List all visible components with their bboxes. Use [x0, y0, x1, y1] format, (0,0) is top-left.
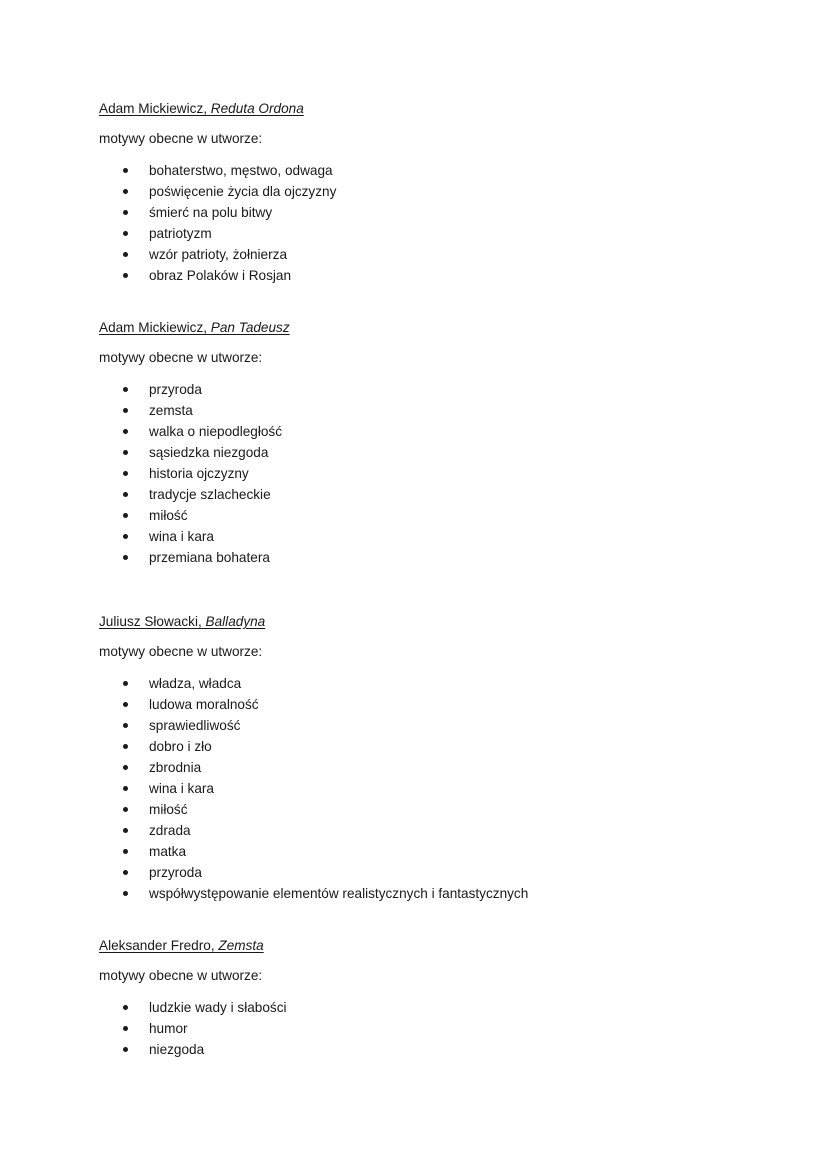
motif-item: bohaterstwo, męstwo, odwaga [99, 160, 789, 181]
motif-item: władza, władca [99, 673, 789, 694]
work-section [99, 100, 789, 286]
motifs-intro: motywy obecne w utworze: [99, 644, 263, 659]
motif-list [99, 379, 789, 568]
motif-item: sprawiedliwość [99, 715, 789, 736]
motifs-intro: motywy obecne w utworze: [99, 968, 263, 983]
motif-item: niezgoda [99, 1039, 789, 1060]
motifs-intro: motywy obecne w utworze: [99, 131, 263, 146]
work-title [99, 100, 789, 118]
motif-item: zdrada [99, 820, 789, 841]
motif-item: zemsta [99, 400, 789, 421]
work-title [99, 937, 789, 955]
author-name: Adam Mickiewicz, [99, 101, 208, 116]
work-section [99, 937, 789, 1060]
author-name: Juliusz Słowacki, [99, 614, 202, 629]
author-name: Aleksander Fredro, [99, 938, 215, 953]
motif-item: wina i kara [99, 778, 789, 799]
motif-item: tradycje szlacheckie [99, 484, 789, 505]
author-name: Adam Mickiewicz, [99, 320, 208, 335]
motif-item: ludzkie wady i słabości [99, 997, 789, 1018]
motif-item: miłość [99, 505, 789, 526]
motif-item: historia ojczyzny [99, 463, 789, 484]
motif-item: sąsiedzka niezgoda [99, 442, 789, 463]
motif-item: patriotyzm [99, 223, 789, 244]
motif-list [99, 160, 789, 286]
motif-list [99, 997, 789, 1060]
work-section [99, 613, 789, 904]
motif-item: wzór patrioty, żołnierza [99, 244, 789, 265]
motif-item: matka [99, 841, 789, 862]
work-section [99, 319, 789, 568]
work-title [99, 319, 789, 337]
motif-item: przyroda [99, 379, 789, 400]
motif-item: wina i kara [99, 526, 789, 547]
motif-item: miłość [99, 799, 789, 820]
motifs-intro: motywy obecne w utworze: [99, 350, 263, 365]
motif-item: współwystępowanie elementów realistycznych i fantastycznych [99, 883, 789, 904]
motif-item: poświęcenie życia dla ojczyzny [99, 181, 789, 202]
work-name: Balladyna [205, 614, 266, 629]
motif-item: przyroda [99, 862, 789, 883]
motif-item: humor [99, 1018, 789, 1039]
motif-item: walka o niepodległość [99, 421, 789, 442]
motif-item: przemiana bohatera [99, 547, 789, 568]
motif-item: śmierć na polu bitwy [99, 202, 789, 223]
motif-item: dobro i zło [99, 736, 789, 757]
work-title [99, 613, 789, 631]
work-name: Reduta Ordona [210, 101, 304, 116]
work-name: Zemsta [218, 938, 264, 953]
work-name: Pan Tadeusz [210, 320, 290, 335]
motif-item: zbrodnia [99, 757, 789, 778]
motif-list [99, 673, 789, 904]
motif-item: ludowa moralność [99, 694, 789, 715]
motif-item: obraz Polaków i Rosjan [99, 265, 789, 286]
